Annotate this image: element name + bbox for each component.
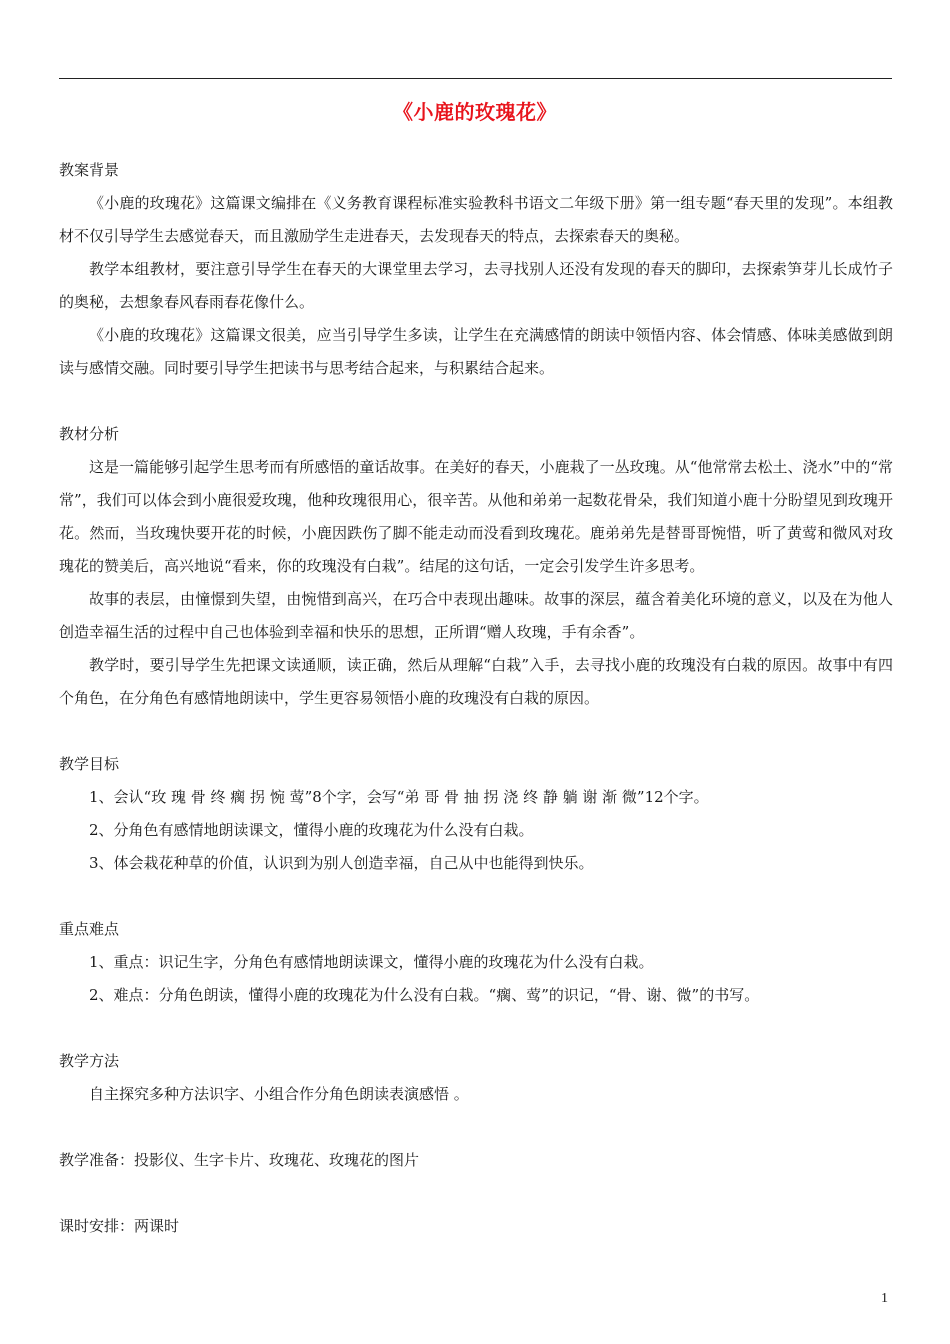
- page-number: 1: [881, 1291, 888, 1306]
- keypoint-item: 2、难点：分角色朗读，懂得小鹿的玫瑰花为什么没有白栽。“瘸、莺”的识记，“骨、谢、微”的书写。: [89, 986, 760, 1004]
- document-title: 《小鹿的玫瑰花》: [393, 100, 557, 124]
- schedule-line: 课时安排：两课时: [59, 1217, 180, 1235]
- analysis-paragraph-3: 教学时，要引导学生先把课文读通顺，读正确，然后从理解“白栽”入手，去寻找小鹿的玫瑰没有白栽的原因。故事中有四个角色，在分角色有感情地朗读中，学生更容易领悟小鹿的玫瑰没有白栽的原因。: [59, 656, 893, 707]
- goal-item: 3、体会栽花种草的价值，认识到为别人创造幸福，自己从中也能得到快乐。: [89, 854, 594, 872]
- section-heading-methods: 教学方法: [59, 1052, 120, 1070]
- methods-text: 自主探究多种方法识字、小组合作分角色朗读表演感悟 。: [89, 1085, 469, 1103]
- section-heading-background: 教案背景: [59, 161, 120, 179]
- section-heading-analysis: 教材分析: [59, 425, 120, 443]
- goal-item: 1、会认“玫 瑰 骨 终 瘸 拐 惋 莺”8个字，会写“弟 哥 骨 抽 拐 浇 终 静 躺 谢 渐 微”12个字。: [89, 788, 709, 806]
- background-paragraph-3: 《小鹿的玫瑰花》这篇课文很美，应当引导学生多读，让学生在充满感情的朗读中领悟内容、体会情感、体味美感做到朗读与感情交融。同时要引导学生把读书与思考结合起来，与积累结合起来。: [59, 326, 893, 377]
- analysis-paragraph-1: 这是一篇能够引起学生思考而有所感悟的童话故事。在美好的春天，小鹿栽了一丛玫瑰。从“他常常去松土、浇水”中的“常常”，我们可以体会到小鹿很爱玫瑰，他种玫瑰很用心，很辛苦。从他和弟弟一起数花骨朵，我们知道小鹿十分盼望见到玫瑰开花。然而，当玫瑰快要开花的时候，小鹿因跌伤了脚不能走动而没看到玫瑰花。鹿弟弟先是替哥哥惋惜，听了黄莺和微风对玫瑰花的赞美后，高兴地说“看来，你的玫瑰没有白栽”。结尾的这句话，一定会引发学生许多思考。: [59, 458, 893, 575]
- document-body: [59, 154, 893, 1243]
- preparation-line: 教学准备：投影仪、生字卡片、玫瑰花、玫瑰花的图片: [59, 1151, 420, 1169]
- analysis-paragraph-2: 故事的表层，由憧憬到失望，由惋惜到高兴，在巧合中表现出趣味。故事的深层，蕴含着美化环境的意义，以及在为他人创造幸福生活的过程中自己也体验到幸福和快乐的思想，正所谓“赠人玫瑰，手有余香”。: [59, 590, 893, 641]
- section-heading-keypoints: 重点难点: [59, 920, 120, 938]
- keypoint-item: 1、重点：识记生字，分角色有感情地朗读课文，懂得小鹿的玫瑰花为什么没有白栽。: [89, 953, 654, 971]
- goal-item: 2、分角色有感情地朗读课文，懂得小鹿的玫瑰花为什么没有白栽。: [89, 821, 534, 839]
- section-heading-goals: 教学目标: [59, 755, 120, 773]
- background-paragraph-2: 教学本组教材，要注意引导学生在春天的大课堂里去学习，去寻找别人还没有发现的春天的脚印，去探索笋芽儿长成竹子的奥秘，去想象春风春雨春花像什么。: [59, 260, 893, 311]
- background-paragraph-1: 《小鹿的玫瑰花》这篇课文编排在《义务教育课程标准实验教科书语文二年级下册》第一组专题“春天里的发现”。本组教材不仅引导学生去感觉春天，而且激励学生走进春天，去发现春天的特点，去探索春天的奥秘。: [59, 194, 893, 245]
- header-rule: [59, 78, 892, 79]
